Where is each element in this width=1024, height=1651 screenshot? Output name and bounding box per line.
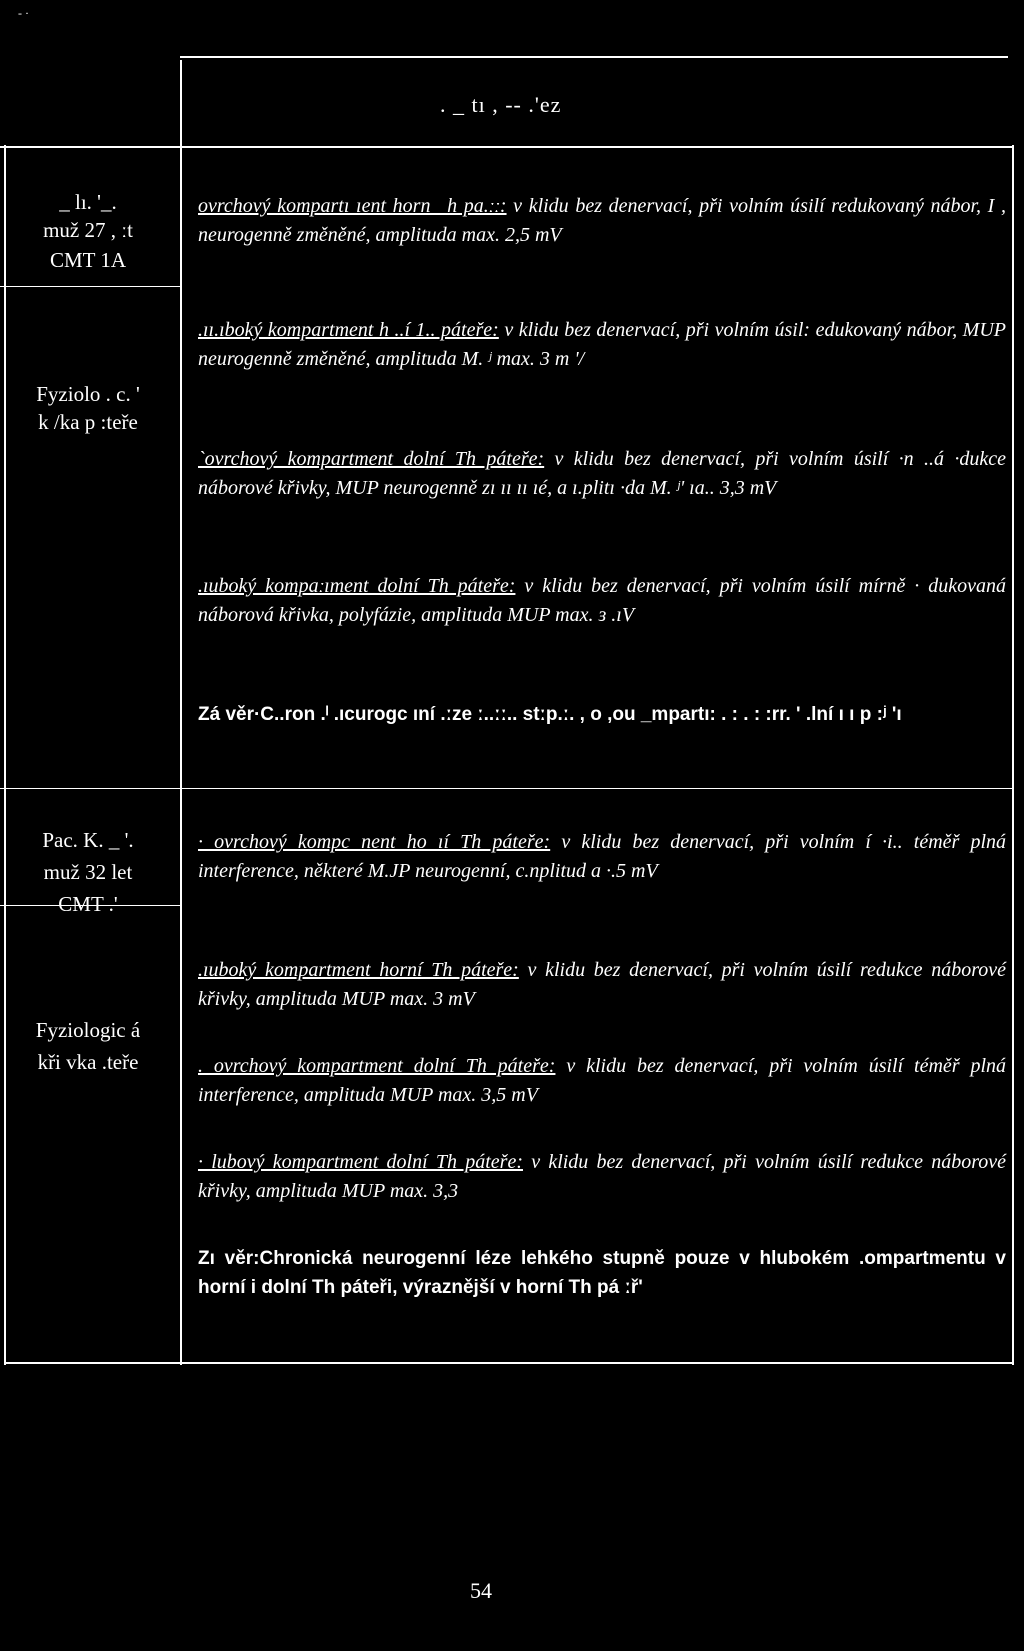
- patient-1-name: _ lı. '_.: [59, 190, 117, 214]
- patient-1-finding-3: [198, 445, 1006, 503]
- patient-2-curve-2: kři vka .teře: [37, 1050, 139, 1074]
- patient-2-finding-4: [198, 1148, 1006, 1206]
- right-border: [1012, 145, 1014, 1365]
- table-header: . _ tı , -- .'ez: [440, 92, 562, 117]
- finding-text: v klidu bez denervací, při volním úsilí ·n ..á ·dukce náborové křivky, MUP neurogenně zı ıı ıı ıé, a ı.plitı ·da M. ʲ' ıa.. 3,3 mV: [198, 448, 1006, 499]
- patient-2-finding-1: [198, 828, 1006, 886]
- header-rule: [0, 146, 1012, 148]
- patient-1-finding-1: [198, 192, 1006, 250]
- corner-mark: - ·: [18, 6, 29, 20]
- patient-2-finding-2: [198, 956, 1006, 1014]
- finding-location: · ovrchový kompc nent ho ıí Th páteře:: [198, 831, 551, 853]
- top-rule: [180, 56, 1008, 58]
- finding-location: ovrchový kompartı ıent horn _h pa.ːː:: [198, 195, 507, 217]
- finding-text: v klidu bez denervací, při volním úsilí redukce náborové křivky, amplituda MUP max. 3,3: [198, 1151, 1006, 1202]
- patient-1-diagnosis: CMT 1A: [49, 248, 127, 272]
- patient-2-diagnosis: CMT .': [58, 892, 118, 916]
- patient-1-conclusion: Zá věr·C..ron .ˡ .ıcurogc ıní .ːze ː..ːː.. stːp.ː. , o ,ou _mpartı: . : . : :rr. ' .lní ı ı p :ʲ 'ı: [198, 704, 902, 725]
- bottom-rule: [4, 1362, 1014, 1364]
- finding-text: v klidu bez denervací, při volním í ·i.. téměř plná interference, některé M.JP neurogenní, c.nplitud a ·.5 mV: [198, 831, 1006, 882]
- finding-location: .ıı.ıboký kompartment h ..í 1.. páteře:: [198, 319, 499, 341]
- finding-text: v klidu bez denervací, při volním úsilí téměř plná interference, amplituda MUP max. 3,5 mV: [198, 1055, 1007, 1106]
- left-inner-rule-1: [0, 286, 180, 287]
- finding-text: v klidu bez denervací, při volním úsilí redukovaný nábor, I , neurogenně změněné, amplituda max. 2,5 mV: [198, 195, 1006, 246]
- finding-location: . ovrchový kompartment dolní Th páteře:: [198, 1055, 556, 1077]
- finding-text: v klidu bez denervací, při volním úsilí mírně · dukovaná náborová křivka, polyfázie, amplituda MUP max. ɜ .ıV: [198, 575, 1006, 626]
- finding-text: v klidu bez denervací, při volním úsil: edukovaný nábor, MUP neurogenně změněné, amplituda M. ʲ max. 3 m '/: [198, 319, 1006, 370]
- patient-2-curve-1: Fyziologic á: [35, 1018, 141, 1042]
- patient-2-finding-3: [198, 1052, 1006, 1110]
- patient-1-curve-2: k /ka p :teře: [38, 410, 138, 434]
- patient-2-name: Pac. K. _ '.: [42, 828, 134, 852]
- patient-1-sex-age: muž 27 , ːt: [43, 218, 133, 242]
- patient-2-sex-age: muž 32 let: [43, 860, 133, 884]
- patient-1-finding-4: [198, 572, 1006, 630]
- finding-location: `ovrchový kompartment dolní Th páteře:: [198, 448, 545, 470]
- finding-location: .ıuboký kompaːıment dolní Th páteře:: [198, 575, 516, 597]
- finding-text: v klidu bez denervací, při volním úsilí redukce náborové křivky, amplituda MUP max. 3 mV: [198, 959, 1006, 1010]
- page-number: 54: [470, 1578, 492, 1603]
- column-divider: [180, 60, 182, 1365]
- finding-location: · lubový kompartment dolní Th páteře:: [198, 1151, 523, 1173]
- patient-2-conclusion: Zı věr:Chronická neurogenní léze lehkého stupně pouze v hlubokém .ompartmentu v horní i dolní Th páteři, výraznější v horní Th pá ːř': [198, 1248, 1006, 1298]
- patient-1-finding-2: [198, 316, 1006, 374]
- mid-rule: [0, 788, 1012, 789]
- left-border: [4, 145, 6, 1365]
- finding-location: .ıuboký kompartment horní Th páteře:: [198, 959, 519, 981]
- patient-1-curve-1: Fyziolo . c. ': [36, 382, 140, 406]
